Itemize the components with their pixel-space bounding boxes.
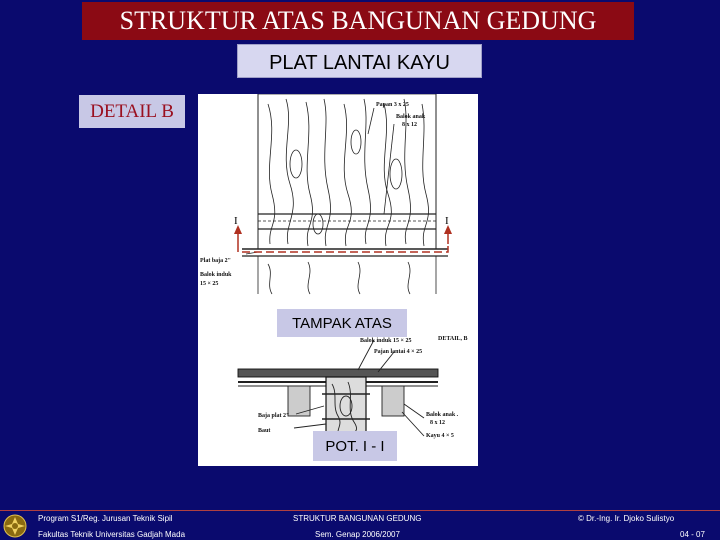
label-balok-anak-1: Balok anak [396, 114, 426, 120]
footer-semester: Sem. Genap 2006/2007 [315, 530, 400, 539]
section-mark-left: I [234, 215, 238, 227]
plan-view [242, 94, 448, 294]
label-balok-induk-2: 15 × 25 [200, 281, 219, 287]
label-balok-anak-sec-2: 8 x 12 [430, 420, 445, 426]
label-balok-anak-sec-1: Balok anak . [426, 412, 459, 418]
university-logo-icon [3, 514, 27, 538]
detail-label: DETAIL B [79, 95, 185, 128]
label-papan: Papan 3 x 25 [376, 102, 409, 108]
label-balok-induk-sec: Balok induk 15 × 25 [360, 338, 412, 344]
footer-faculty: Fakultas Teknik Universitas Gadjah Mada [38, 530, 186, 539]
label-kayu: Kayu 4 × 5 [426, 433, 454, 439]
tampak-atas-caption: TAMPAK ATAS [277, 309, 407, 337]
label-plat-baja: Plat baja 2" [200, 258, 231, 264]
label-detail-ref: DETAIL, B [438, 336, 468, 342]
label-baut: Baut [258, 428, 271, 434]
label-pajan-lantai: Pajan lantai 4 × 25 [374, 349, 423, 355]
label-baja-plat: Baja plat 2" [258, 413, 290, 419]
footer-author: © Dr.-Ing. Ir. Djoko Sulistyo [578, 514, 675, 523]
label-balok-induk-1: Balok induk [200, 272, 232, 278]
label-balok-anak-2: 8 x 12 [402, 122, 417, 128]
footer-page: 04 - 07 [680, 530, 705, 539]
drawing-svg [198, 94, 478, 466]
footer-program: Program S1/Reg. Jurusan Teknik Sipil [38, 514, 173, 523]
pot-caption: POT. I - I [313, 431, 397, 461]
footer-course: STRUKTUR BANGUNAN GEDUNG [293, 514, 422, 523]
construction-drawing [198, 94, 478, 466]
section-mark-right: I [445, 215, 449, 227]
footer-divider [0, 510, 720, 511]
slide-subtitle: PLAT LANTAI KAYU [237, 44, 482, 78]
slide-title: STRUKTUR ATAS BANGUNAN GEDUNG [82, 2, 634, 40]
